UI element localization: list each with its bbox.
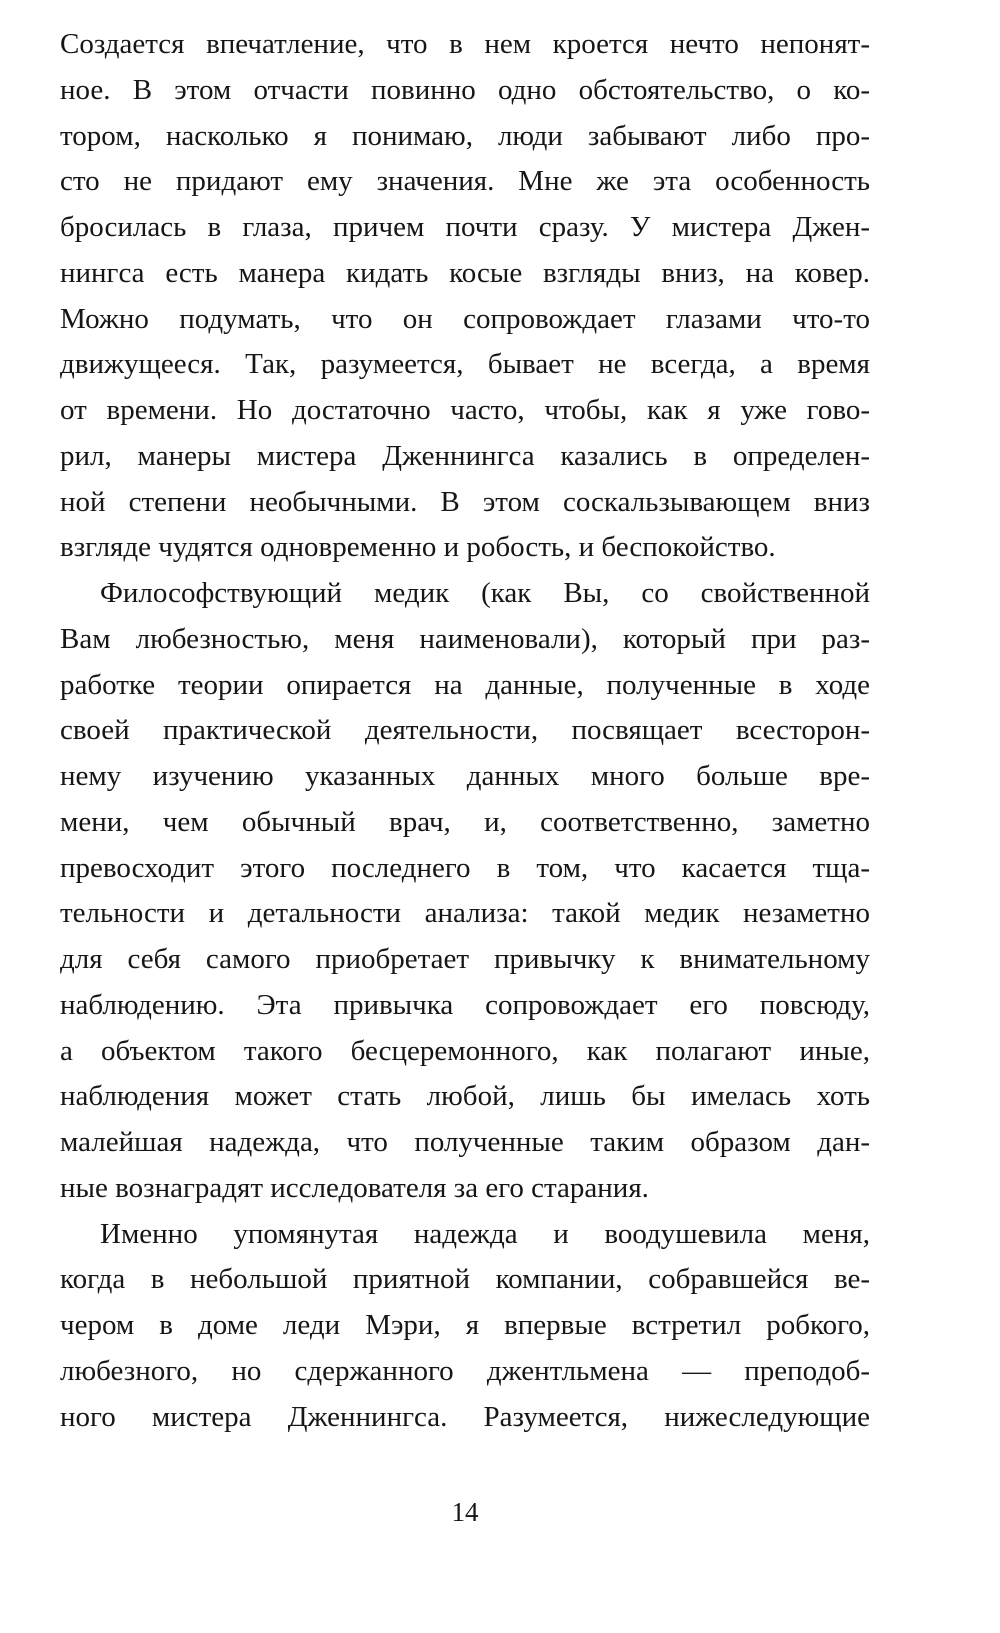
text-line: ной степени необычными. В этом соскальзывающем вниз (60, 485, 870, 518)
text-line: работке теории опирается на данные, полученные в ходе (60, 668, 870, 701)
text-line: ное. В этом отчасти повинно одно обстоятельство, о ко- (60, 73, 870, 106)
paragraph (60, 1212, 870, 1441)
text-line: Можно подумать, что он сопровождает глазами что-то (60, 302, 870, 335)
text-line: превосходит этого последнего в том, что касается тща- (60, 851, 870, 884)
text-line: взгляде чудятся одновременно и робость, и беспокойство. (60, 531, 776, 564)
text-line: любезного, но сдержанного джентльмена — преподоб- (60, 1354, 870, 1387)
text-line: наблюдения может стать любой, лишь бы имелась хоть (60, 1080, 870, 1113)
text-line: для себя самого приобретает привычку к внимательному (60, 943, 870, 975)
text-line: Именно упомянутая надежда и воодушевила меня, (100, 1217, 870, 1250)
text-line: от времени. Но достаточно часто, чтобы, как я уже гово- (60, 394, 870, 426)
text-line: рил, манеры мистера Дженнингса казались в определен- (60, 439, 870, 472)
paragraph (60, 22, 870, 571)
text-line: малейшая надежда, что полученные таким образом дан- (60, 1126, 870, 1158)
text-line: а объектом такого бесцеремонного, как полагают иные, (60, 1034, 870, 1067)
text-line: наблюдению. Эта привычка сопровождает его повсюду, (60, 988, 870, 1021)
text-line: сто не придают ему значения. Мне же эта особенность (60, 165, 870, 198)
text-line: Философствующий медик (как Вы, со свойственной (100, 577, 870, 609)
text-line: своей практической деятельности, посвящает всесторон- (60, 714, 870, 747)
text-line: нингса есть манера кидать косые взгляды вниз, на ковер. (60, 256, 870, 289)
text-line: движущееся. Так, разумеется, бывает не всегда, а время (60, 348, 870, 381)
paragraph (60, 571, 870, 1212)
text-line: чером в доме леди Мэри, я впервые встретил робкого, (60, 1309, 870, 1341)
text-line: Вам любезностью, меня наименовали), который при раз- (60, 622, 870, 655)
text-line: когда в небольшой приятной компании, собравшейся ве- (60, 1263, 870, 1296)
text-line: тельности и детальности анализа: такой медик незаметно (60, 897, 870, 930)
text-line: тором, насколько я понимаю, люди забывают либо про- (60, 119, 870, 152)
body-text (60, 22, 870, 1440)
text-line: нему изучению указанных данных много больше вре- (60, 760, 870, 792)
text-line: ного мистера Дженнингса. Разумеется, нижеследующие (60, 1400, 870, 1433)
text-line: Создается впечатление, что в нем кроется нечто непонят- (60, 28, 870, 60)
text-line: мени, чем обычный врач, и, соответственно, заметно (60, 805, 870, 838)
text-line: бросилась в глаза, причем почти сразу. У мистера Джен- (60, 211, 870, 243)
text-line: ные вознаградят исследователя за его старания. (60, 1171, 649, 1204)
page-number: 14 (451, 1497, 479, 1527)
